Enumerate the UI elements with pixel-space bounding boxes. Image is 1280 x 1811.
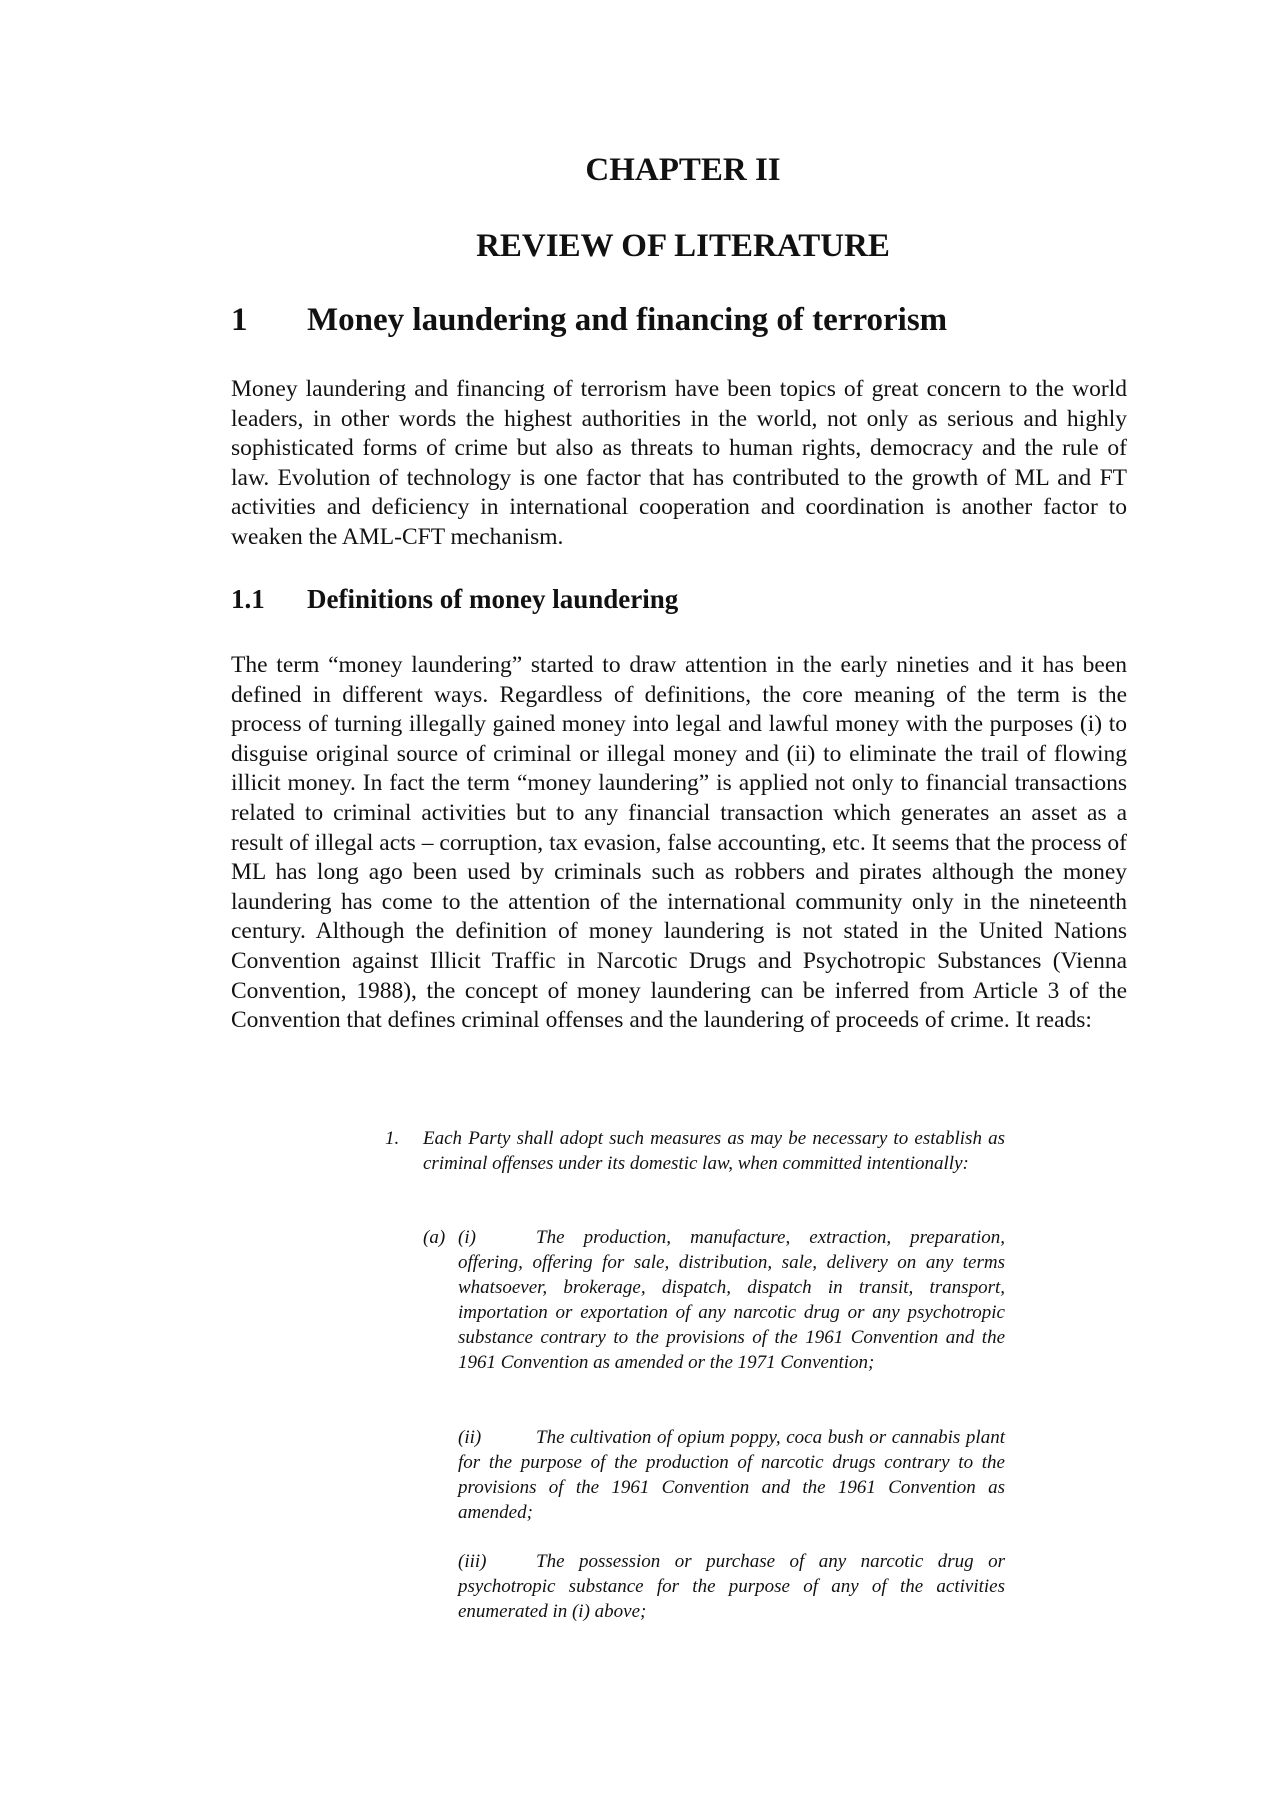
section-paragraph: Money laundering and financing of terrorism have been topics of great concern to the world leaders, in other words the highest authorities in the world, not only as serious and highly sophisticated forms of crime but also as threats to human rights, democracy and the rule of law. Evolution of technology is one factor that has contributed to the growth of ML and FT activities and deficiency in international cooperation and coordination is another factor to weaken the AML-CFT mechanism. (231, 376, 1127, 550)
section-heading (231, 302, 947, 339)
subsection-number: 1.1 (231, 584, 265, 614)
subsection-title: Definitions of money laundering (307, 584, 679, 614)
quote-sub-i-text: The production, manufacture, extraction, preparation, offering, offering for sale, distribution, sale, delivery on any terms whatsoever, brokerage, dispatch, dispatch in transit, transport, importation or exportation of any narcotic drug or any psychotropic substance contrary to the provisions of the 1961 Convention and the 1961 Convention as amended or the 1971 Convention; (458, 1227, 1005, 1373)
quote-sub-iii-marker: (iii) (458, 1551, 487, 1572)
quote-item-1-marker: 1. (385, 1128, 400, 1149)
quote-sub-item-iii (458, 1549, 1005, 1624)
quote-sub-ii-text: The cultivation of opium poppy, coca bush or cannabis plant for the purpose of the production of narcotic drugs contrary to the provisions of the 1961 Convention and the 1961 Convention as amended; (458, 1427, 1005, 1523)
quote-sub-i-marker: (i) (458, 1227, 476, 1248)
chapter-title: REVIEW OF LITERATURE (476, 228, 890, 264)
chapter-label: CHAPTER II (585, 152, 781, 188)
section-title: Money laundering and financing of terrorism (307, 302, 948, 338)
quote-sub-item-i (458, 1225, 1005, 1375)
subsection-heading (231, 584, 678, 615)
section-number: 1 (231, 302, 248, 338)
quote-a-marker: (a) (423, 1227, 446, 1248)
quote-item-1-text: Each Party shall adopt such measures as may be necessary to establish as criminal offenses under its domestic law, when committed intentionally: (423, 1128, 1005, 1174)
quote-sub-iii-text: The possession or purchase of any narcotic drug or psychotropic substance for the purpose of any of the activities enumerated in (i) above; (458, 1551, 1005, 1622)
subsection-paragraph: The term “money laundering” started to draw attention in the early nineties and it has been defined in different ways. Regardless of definitions, the core meaning of the term is the process of turning illegally gained money into legal and lawful money with the purposes (i) to disguise original source of criminal or illegal money and (ii) to eliminate the trail of flowing illicit money. In fact the term “money laundering” is applied not only to financial transactions related to criminal activities but to any financial transaction which generates an asset as a result of illegal acts – corruption, tax evasion, false accounting, etc. It seems that the process of ML has long ago been used by criminals such as robbers and pirates although the money laundering has come to the attention of the international community only in the nineteenth century. Although the definition of money laundering is not stated in the United Nations Convention against Illicit Traffic in Narcotic Drugs and Psychotropic Substances (Vienna Convention, 1988), the concept of money laundering can be inferred from Article 3 of the Convention that defines criminal offenses and the laundering of proceeds of crime. It reads: (231, 652, 1127, 1034)
quote-item-1 (385, 1126, 1005, 1176)
quote-sub-ii-marker: (ii) (458, 1427, 482, 1448)
quote-sub-item-ii (458, 1425, 1005, 1525)
